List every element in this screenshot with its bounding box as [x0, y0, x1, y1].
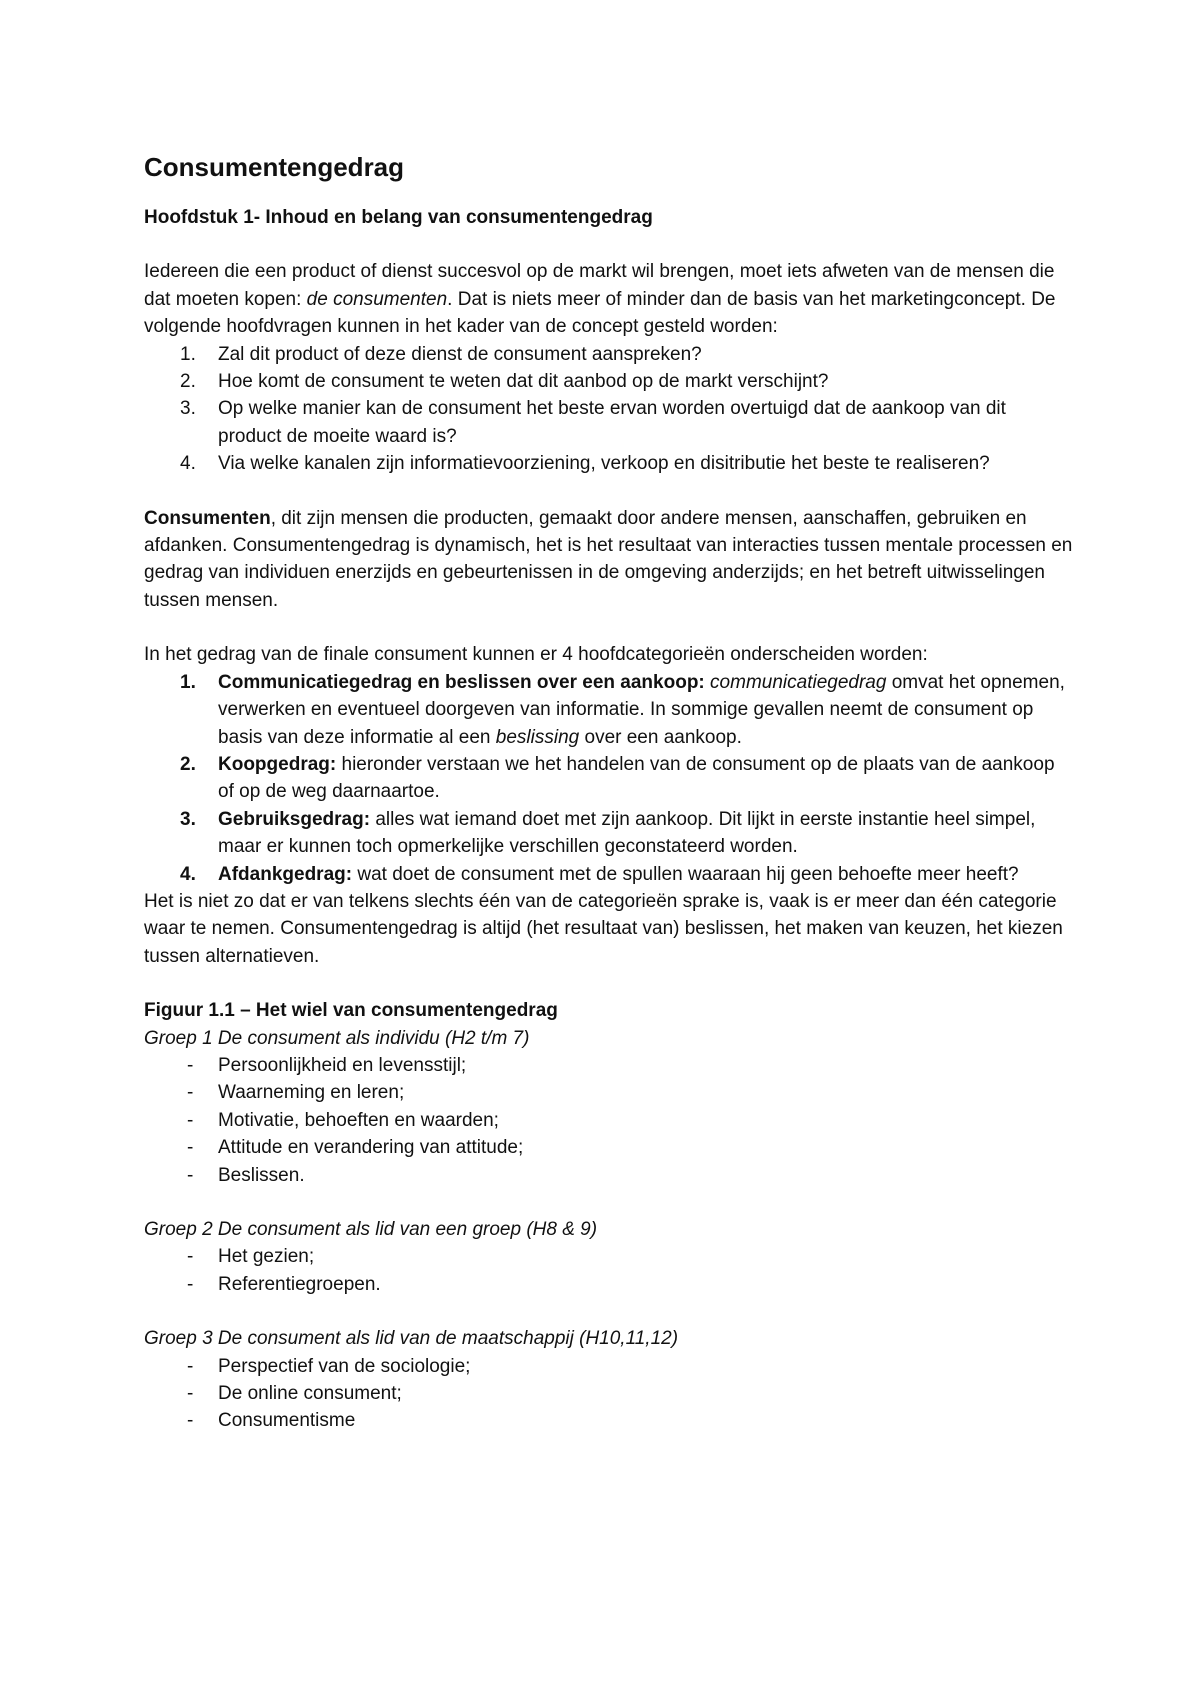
chapter-heading: Hoofdstuk 1- Inhoud en belang van consumentengedrag [144, 207, 653, 228]
group-heading: Groep 1 De consument als individu (H2 t/m 7) [144, 1027, 530, 1049]
categories-list [144, 669, 1074, 888]
list-number: 1. [180, 671, 196, 693]
list-item [144, 1407, 1074, 1434]
list-number: 2. [180, 371, 196, 393]
intro-emphasis: de consumenten [306, 288, 448, 310]
list-item [144, 669, 1074, 751]
categories-intro: In het gedrag van de finale consument kunnen er 4 hoofdcategorieën onderscheiden worden: [144, 644, 928, 666]
category-emphasis: beslissing [495, 726, 580, 748]
list-item [144, 861, 1074, 888]
dash-bullet: - [187, 1273, 194, 1295]
document-body [144, 150, 1074, 1435]
list-number: 3. [180, 808, 196, 830]
dash-bullet: - [187, 1137, 194, 1159]
group-1-list [144, 1052, 1074, 1189]
list-item [144, 1271, 1074, 1298]
list-item-text: Op welke manier kan de consument het beste ervan worden overtuigd dat de aankoop van dit product de moeite waard is? [218, 398, 1006, 447]
list-item [144, 1353, 1074, 1380]
dash-bullet: - [187, 1410, 194, 1432]
list-item [144, 1052, 1074, 1079]
list-number: 4. [180, 863, 196, 885]
list-item-text: Zal dit product of deze dienst de consument aanspreken? [218, 343, 702, 365]
list-item-text: Consumentisme [218, 1410, 356, 1432]
list-item-text: Referentiegroepen. [218, 1273, 381, 1295]
list-item [144, 1079, 1074, 1106]
dash-bullet: - [187, 1383, 194, 1405]
categories-outro: Het is niet zo dat er van telkens slechts één van de categorieën sprake is, vaak is er meer dan één categorie waar te nemen. Consumentengedrag is altijd (het resultaat van) beslissen, het maken van keuzen, het kiezen tussen alternatieven. [144, 890, 1063, 967]
list-number: 1. [180, 343, 196, 365]
category-text: wat doet de consument met de spullen waaraan hij geen behoefte meer heeft? [352, 863, 1019, 885]
category-term: Koopgedrag: [218, 753, 337, 775]
page-title: Consumentengedrag [144, 152, 405, 182]
intro-text-1: Iedereen die een product of dienst succesvol op de markt wil brengen, moet iets afweten van de mensen die dat moeten kopen: [144, 261, 1055, 310]
list-number: 3. [180, 398, 196, 420]
group-3-list [144, 1353, 1074, 1435]
definition-text: , dit zijn mensen die producten, gemaakt door andere mensen, aanschaffen, gebruiken en afdanken. Consumentengedrag is dynamisch, het is het resultaat van interacties tussen mentale processen en gedrag van individuen enerzijds en gebeurtenissen in de omgeving anderzijds; en het betreft uitwisselingen tussen mensen. [144, 507, 1073, 611]
dash-bullet: - [187, 1164, 194, 1186]
figure-title: Figuur 1.1 – Het wiel van consumentengedrag [144, 1000, 558, 1022]
dash-bullet: - [187, 1054, 194, 1076]
category-emphasis: communicatiegedrag [710, 671, 887, 693]
list-item [144, 1380, 1074, 1407]
dash-bullet: - [187, 1109, 194, 1131]
list-item-text: Het gezien; [218, 1246, 315, 1268]
list-item-text: Waarneming en leren; [218, 1082, 405, 1104]
questions-list [144, 341, 1074, 478]
list-item [144, 751, 1074, 806]
intro-paragraph [144, 258, 1074, 340]
list-item-text: Attitude en verandering van attitude; [218, 1137, 524, 1159]
category-text: over een aankoop. [579, 726, 742, 748]
list-item-text: De online consument; [218, 1383, 402, 1405]
category-term: Gebruiksgedrag: [218, 808, 371, 830]
dash-bullet: - [187, 1355, 194, 1377]
group-2-list [144, 1243, 1074, 1298]
dash-bullet: - [187, 1082, 194, 1104]
list-item [144, 341, 1074, 368]
category-term: Afdankgedrag: [218, 863, 353, 885]
intro-text-2: . Dat is niets meer of minder dan de basis van het marketingconcept. De volgende hoofdvragen kunnen in het kader van de concept gesteld worden: [144, 288, 1056, 338]
category-text: alles wat iemand doet met zijn aankoop. Dit lijkt in eerste instantie heel simpel, maar er kunnen toch opmerkelijke verschillen geconstateerd worden. [218, 808, 1036, 858]
definition-paragraph [144, 505, 1074, 615]
list-number: 2. [180, 753, 196, 775]
list-item-text: Beslissen. [218, 1164, 305, 1186]
list-item-text: Perspectief van de sociologie; [218, 1355, 471, 1377]
group-heading: Groep 2 De consument als lid van een groep (H8 & 9) [144, 1219, 598, 1240]
list-item [144, 368, 1074, 395]
list-item-text: Hoe komt de consument te weten dat dit aanbod op de markt verschijnt? [218, 371, 829, 393]
list-item [144, 450, 1074, 477]
list-number: 4. [180, 453, 196, 475]
group-heading: Groep 3 De consument als lid van de maatschappij (H10,11,12) [144, 1328, 679, 1350]
definition-term: Consumenten [144, 507, 271, 529]
category-text: hieronder verstaan we het handelen van de consument op de plaats van de aankoop of op de weg daarnaartoe. [218, 753, 1055, 803]
list-item-text: Motivatie, behoeften en waarden; [218, 1109, 499, 1131]
list-item-text: Persoonlijkheid en levensstijl; [218, 1054, 467, 1076]
category-text: omvat het opnemen, verwerken en eventueel doorgeven van informatie. In sommige gevallen neemt de consument op basis van deze informatie al een [218, 671, 1065, 748]
list-item [144, 1107, 1074, 1134]
list-item [144, 806, 1074, 861]
list-item [144, 1162, 1074, 1189]
list-item [144, 1243, 1074, 1270]
list-item-text: Via welke kanalen zijn informatievoorziening, verkoop en disitributie het beste te realiseren? [218, 453, 990, 475]
dash-bullet: - [187, 1246, 194, 1268]
list-item [144, 1134, 1074, 1161]
category-term: Communicatiegedrag en beslissen over een aankoop: [218, 671, 705, 693]
list-item [144, 395, 1074, 450]
